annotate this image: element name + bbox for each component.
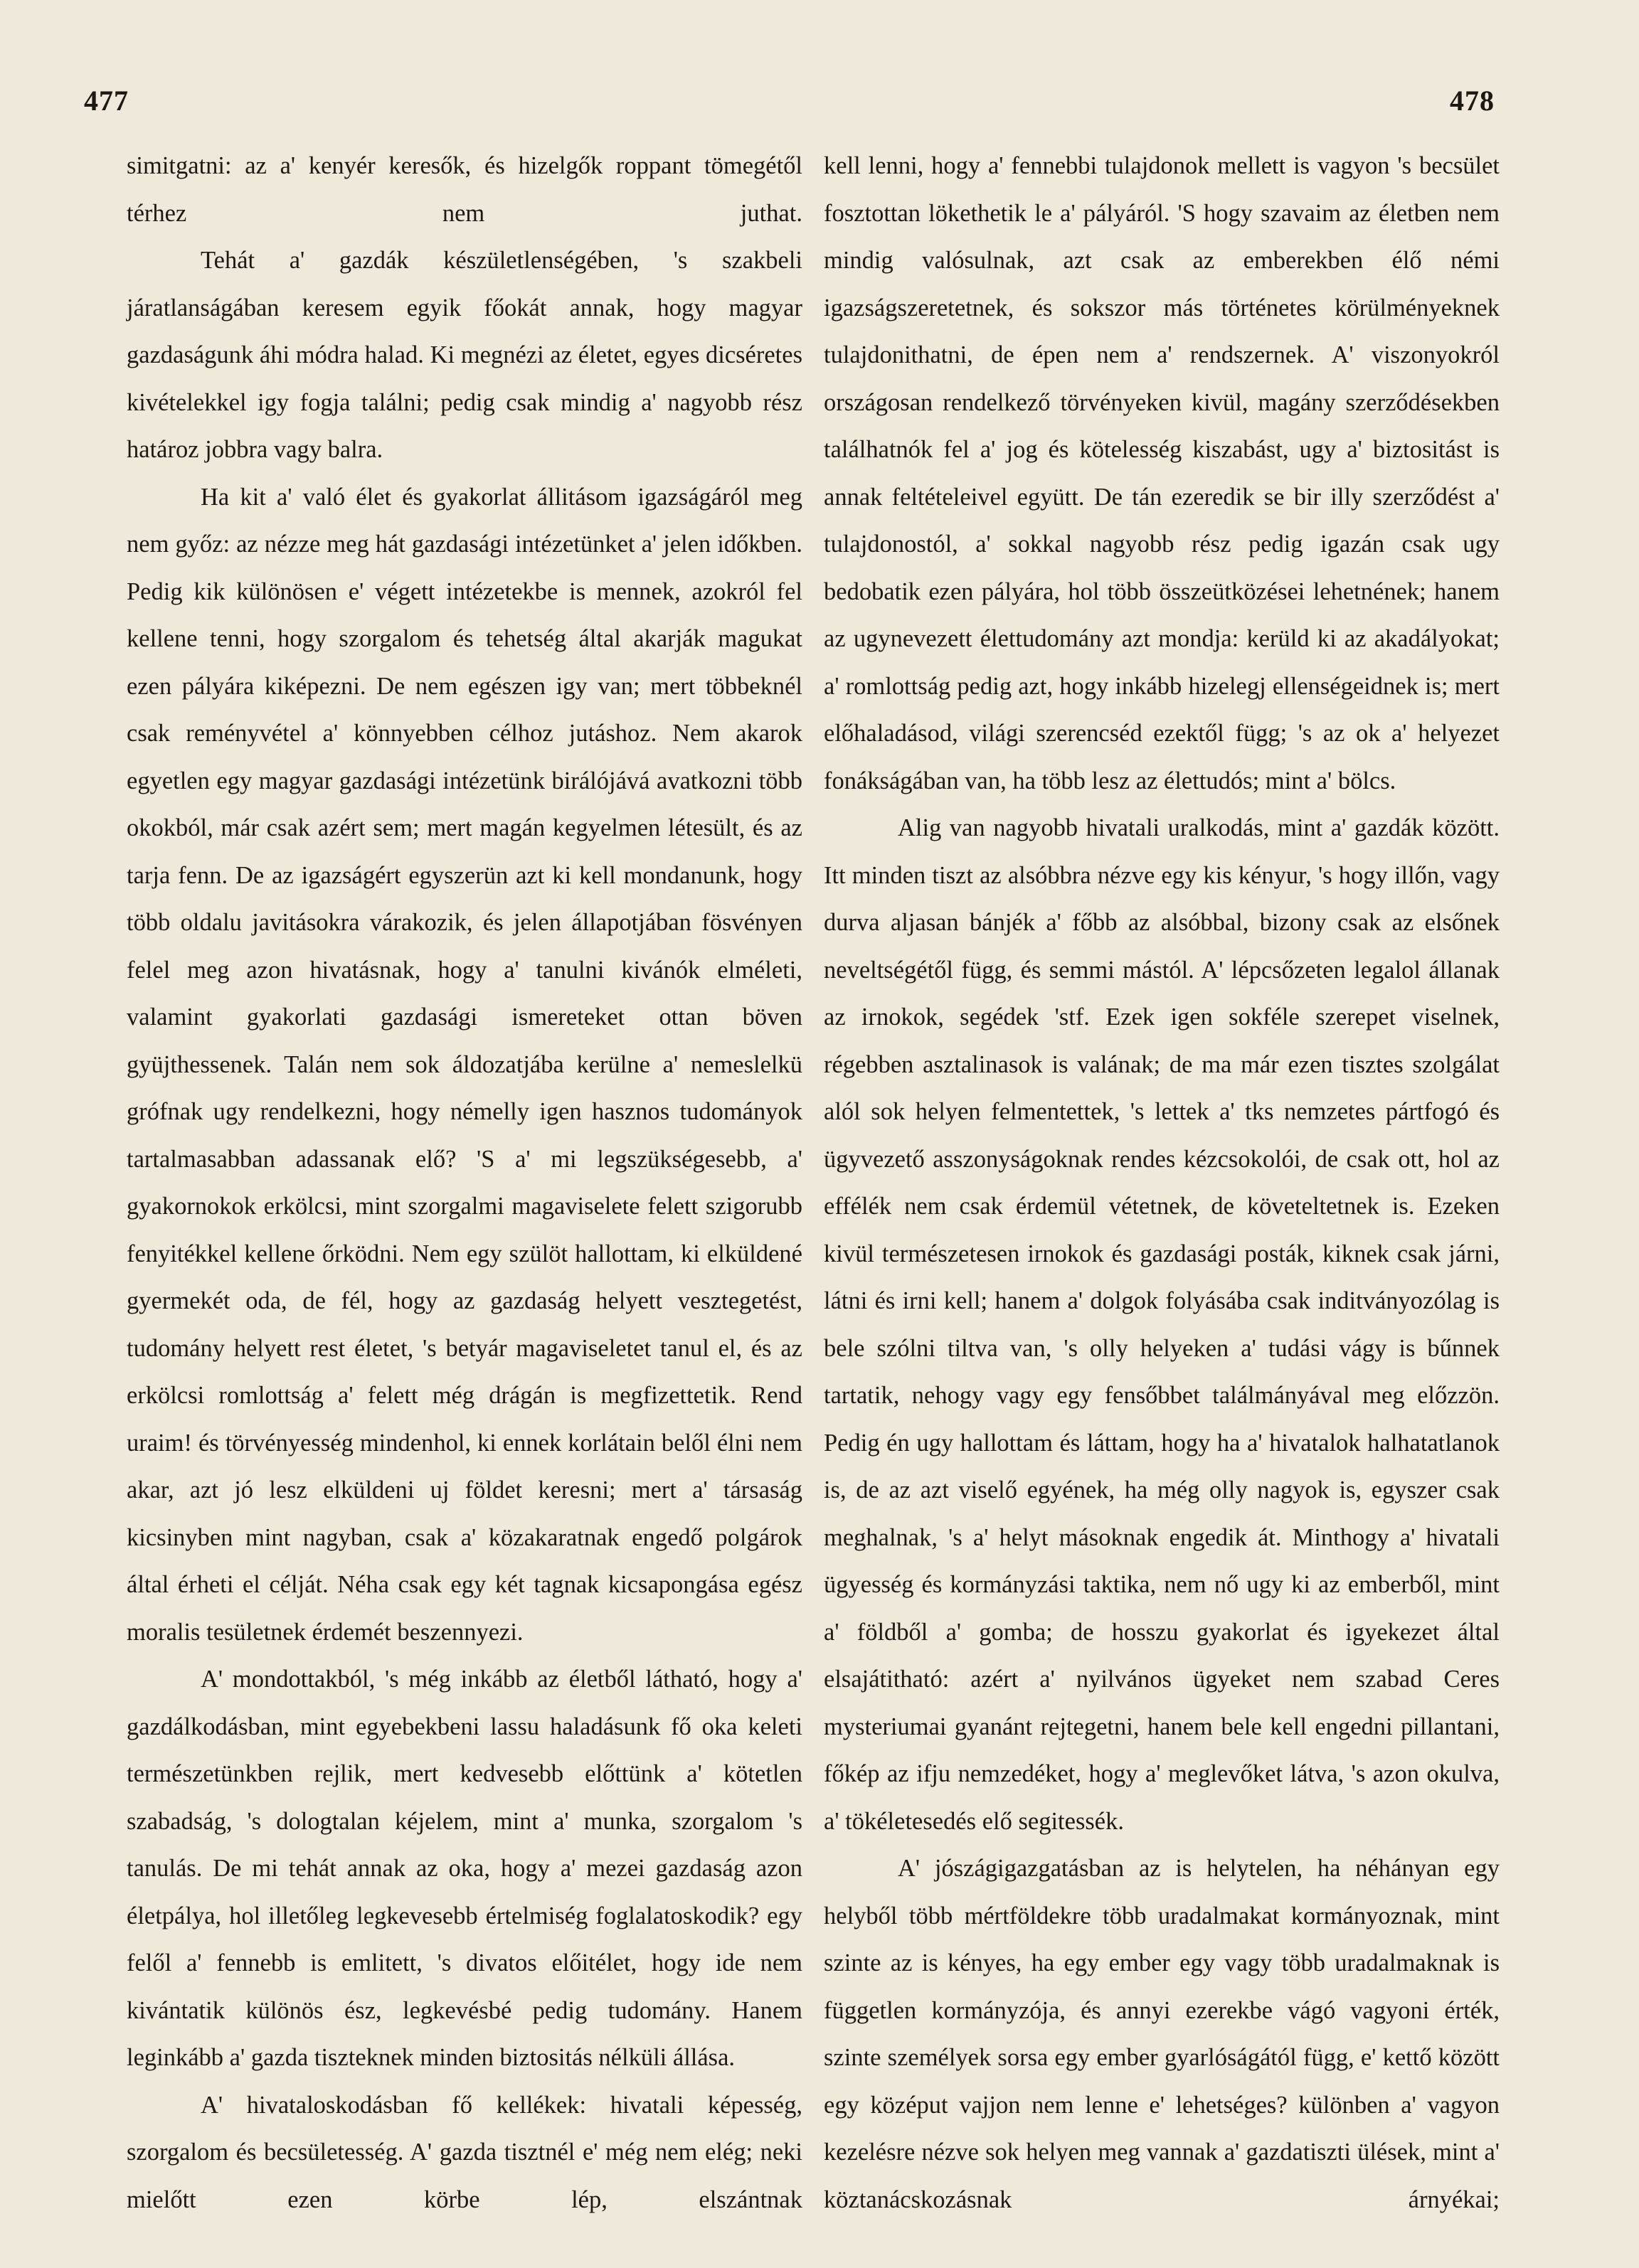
right-column <box>824 142 1500 2223</box>
paragraph: simitgatni: az a' kenyér keresők, és hizelgők roppant tömegétől térhez nem juthat. <box>127 152 802 227</box>
left-column <box>127 142 802 2223</box>
paragraph: A' jószágigazgatásban az is helytelen, ha néhányan egy helyből több mértföldekre több uradalmakat kormányoznak, mint szinte az is kényes, ha egy ember egy vagy több uradalmaknak is független kormányzója, és annyi ezerekbe vágó vagyoni érték, szinte személyek sorsa egy ember gyarlóságától függ, e' kettő között egy középut vajjon nem lenne e' lehetséges? különben a' vagyon kezelésre nézve sok helyen meg vannak a' gazdatiszti ülések, mint a' köztanácskozásnak árnyékai; <box>824 1855 1500 2213</box>
paragraph: A' hivataloskodásban fő kellékek: hivatali képesség, szorgalom és becsületesség. A' gazda tisztnél e' még nem elég; neki mielőtt ezen körbe lép, elszántnak <box>127 2091 802 2213</box>
paragraph: Ha kit a' való élet és gyakorlat állitásom igazságáról meg nem győz: az nézze meg hát gazdasági intézetünket a' jelen időkben. Pedig kik különösen e' végett intézetekbe is mennek, azokról fel kellene tenni, hogy szorgalom és tehetség által akarják magukat ezen pályára kiképezni. De nem egészen igy van; mert többeknél csak reményvétel a' könnyebben célhoz jutáshoz. Nem akarok egyetlen egy magyar gazdasági intézetünk birálójává avatkozni több okokból, már csak azért sem; mert magán kegyelmen létesült, és az tarja fenn. De az igazságért egyszerün azt ki kell mondanunk, hogy több oldalu javitásokra várakozik, és jelen állapotjában fösvényen felel meg azon hivatásnak, hogy a' tanulni kivánók elméleti, valamint gyakorlati gazdasági ismereteket ottan böven gyüjthessenek. Talán nem sok áldozatjába kerülne a' nemeslelkü grófnak ugy rendelkezni, hogy némelly igen hasznos tudományok tartalmasabban adassanak elő? 'S a' mi legszükségesebb, a' gyakornokok erkölcsi, mint szorgalmi magaviselete felett szigorubb fenyitékkel kellene őrködni. Nem egy szülöt hallottam, ki elküldené gyermekét oda, de fél, hogy az gazdaság helyett vesztegetést, tudomány helyett rest életet, 's betyár magaviseletet tanul el, és az erkölcsi romlottság a' felett még drágán is megfizettetik. Rend uraim! és törvényesség mindenhol, ki ennek korlátain belől élni nem akar, azt jó lesz elküldeni uj földet keresni; mert a' társaság kicsinyben mint nagyban, csak a' közakaratnak engedő polgárok által érheti el célját. Néha csak egy két tagnak kicsapongása egész moralis tesületnek érdemét beszennyezi. <box>127 483 802 1646</box>
paragraph: Tehát a' gazdák készületlenségében, 's szakbeli járatlanságában keresem egyik főokát annak, hogy magyar gazdaságunk áhi módra halad. Ki megnézi az életet, egyes dicséretes kivételekkel igy fogja találni; pedig csak mindig a' nagyobb rész határoz jobbra vagy balra. <box>127 247 802 463</box>
paragraph: Alig van nagyobb hivatali uralkodás, mint a' gazdák között. Itt minden tiszt az alsóbbra nézve egy kis kényur, 's hogy illőn, vagy durva aljasan bánjék a' főbb az alsóbbal, bizony csak az elsőnek neveltségétől függ, és semmi mástól. A' lépcsőzeten legalol állanak az irnokok, segédek 'stf. Ezek igen sokféle szerepet viselnek, régebben asztalinasok is valának; de ma már ezen tisztes szolgálat alól sok helyen felmentettek, 's lettek a' tks nemzetes pártfogó és ügyvezető asszonyságoknak rendes kézcsokolói, de csak ott, hol az effélék nem csak érdemül vétetnek, de követeltetnek is. Ezeken kivül természetesen irnokok és gazdasági posták, kiknek csak járni, látni és irni kell; hanem a' dolgok folyásába csak inditványozólag is bele szólni tiltva van, 's olly helyeken a' tudási vágy is bűnnek tartatik, nehogy vagy egy fensőbbet találmányával meg előzzön. Pedig én ugy hallottam és láttam, hogy ha a' hivatalok halhatatlanok is, de az azt viselő egyének, ha még olly nagyok is, egyszer csak meghalnak, 's a' helyt másoknak engedik át. Minthogy a' hivatali ügyesség és kormányzási taktika, nem nő ugy ki az emberből, mint a' földből a' gomba; de hosszu gyakorlat és igyekezet által elsajátitható: azért a' nyilvános ügyeket nem szabad Ceres mysteriumai gyanánt rejtegetni, hanem bele kell engedni pillantani, főkép az ifju nemzedéket, hogy a' meglevőket látva, 's azon okulva, a' tökéletesedés elő segitessék. <box>824 814 1500 1835</box>
page-number-right: 478 <box>1450 85 1495 117</box>
paragraph: kell lenni, hogy a' fennebbi tulajdonok mellett is vagyon 's becsület fosztottan lökethetik le a' pályáról. 'S hogy szavaim az életben nem mindig valósulnak, azt csak az emberekben élő némi igazságszeretetnek, és sokszor más történetes körülményeknek tulajdonithatni, de épen nem a' rendszernek. A' viszonyokról országosan rendelkező törvényeken kivül, magány szerződésekben találhatnók fel a' jog és kötelesség kiszabást, ugy a' biztositást is annak feltételeivel együtt. De tán ezeredik se bir illy szerződést a' tulajdonostól, a' sokkal nagyobb rész pedig igazán csak ugy bedobatik ezen pályára, hol több összeütközései lehetnének; hanem az ugynevezett élettudomány azt mondja: kerüld ki az akadályokat; a' romlottság pedig azt, hogy inkább hizelegj ellenségeidnek is; mert előhaladásod, világi szerencséd ezektől függ; 's az ok a' helyezet fonákságában van, ha több lesz az élettudós; mint a' bölcs. <box>824 152 1500 794</box>
page-number-left: 477 <box>84 85 129 117</box>
paragraph: A' mondottakból, 's még inkább az életből látható, hogy a' gazdálkodásban, mint egyebekbeni lassu haladásunk fő oka keleti természetünkben rejlik, mert kedvesebb előttünk a' kötetlen szabadság, 's dologtalan kéjelem, mint a' munka, szorgalom 's tanulás. De mi tehát annak az oka, hogy a' mezei gazdaság azon életpálya, hol illetőleg legkevesebb értelmiség foglalatoskodik? egy felől a' fennebb is emlitett, 's divatos előitélet, hogy ide nem kivántatik különös ész, legkevésbé pedig tudomány. Hanem leginkább a' gazda tiszteknek minden biztositás nélküli állása. <box>127 1666 802 2071</box>
